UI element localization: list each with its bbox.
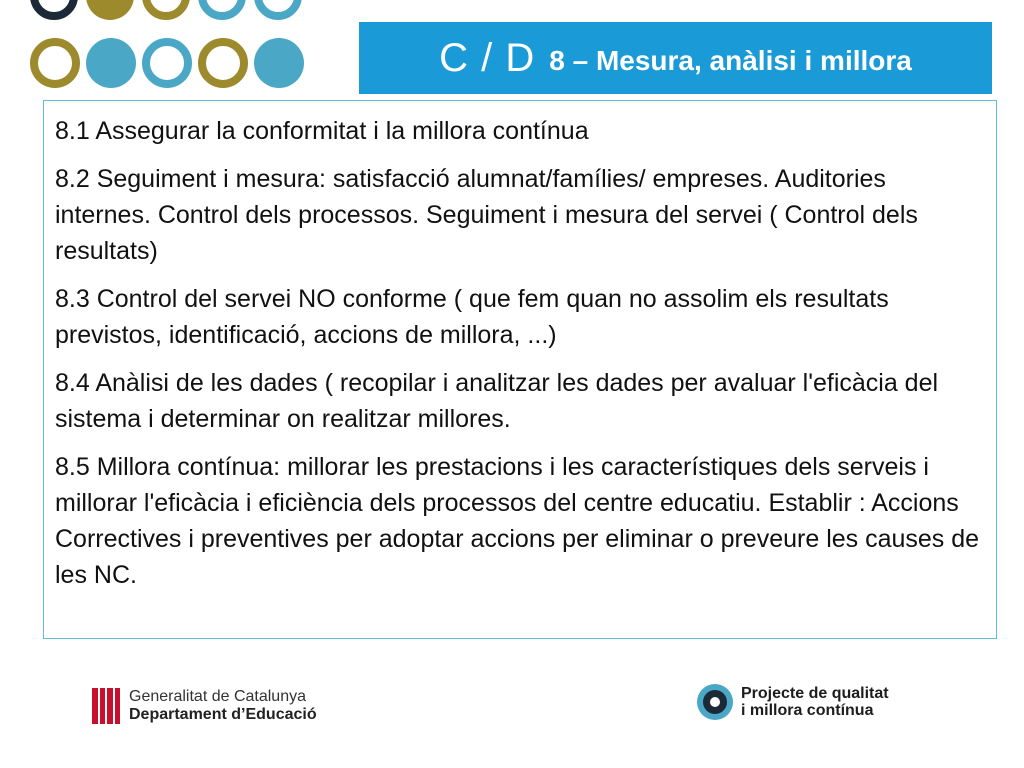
circle-icon xyxy=(86,38,136,88)
slide-title-bar xyxy=(359,22,992,94)
project-name-line2: i millora contínua xyxy=(741,702,874,719)
circle-icon xyxy=(30,0,78,20)
decorative-circles xyxy=(0,0,340,100)
generalitat-logo xyxy=(92,688,317,724)
content-item-8-3: 8.3 Control del servei NO conforme ( que fem quan no assolim els resultats previstos, identificació, accions de millora, ...) xyxy=(55,285,889,349)
circle-icon xyxy=(142,38,192,88)
circle-icon xyxy=(86,0,134,20)
department-name: Departament d’Educació xyxy=(129,706,317,723)
circle-icon xyxy=(254,38,304,88)
circle-icon xyxy=(142,0,190,20)
circle-icon xyxy=(30,38,80,88)
content-item-8-4: 8.4 Anàlisi de les dades ( recopilar i analitzar les dades per avaluar l'eficàcia del sistema i determinar on realitzar millores. xyxy=(55,369,939,433)
circle-icon xyxy=(198,0,246,20)
content-item-8-5: 8.5 Millora contínua: millorar les prestacions i les característiques dels serveis i millorar l'eficàcia i eficiència dels processos del centre educatiu. Establir : Accions Correctives i preventives per adoptar accions per eliminar o preveure les causes de les NC. xyxy=(55,453,980,589)
content-box xyxy=(43,100,997,639)
senyera-flag-icon xyxy=(92,688,120,724)
quality-logo-icon xyxy=(697,684,733,720)
circle-icon xyxy=(198,38,248,88)
content-item-8-1: 8.1 Assegurar la conformitat i la millora contínua xyxy=(55,117,589,145)
slide-subtitle: 8 – Mesura, anàlisi i millora xyxy=(549,45,912,76)
project-name-line1: Projecte de qualitat xyxy=(741,685,889,702)
project-logo xyxy=(697,684,889,720)
generalitat-name: Generalitat de Catalunya xyxy=(129,688,306,705)
slide-title: C / D xyxy=(439,35,536,80)
circle-icon xyxy=(254,0,302,20)
content-item-8-2: 8.2 Seguiment i mesura: satisfacció alumnat/famílies/ empreses. Auditories internes. Control dels processos. Seguiment i mesura del servei ( Control dels resultats) xyxy=(55,165,918,265)
